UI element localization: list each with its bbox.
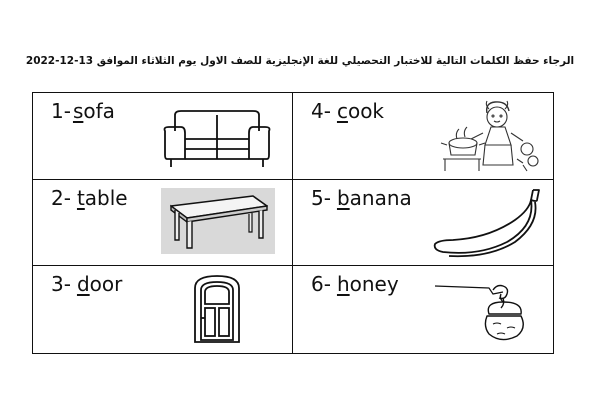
word-cell-banana (293, 180, 553, 267)
word-label (51, 272, 122, 296)
word-first-letter: h (336, 272, 350, 297)
word-rest: oor (89, 272, 123, 297)
word-label (51, 186, 128, 210)
word-number: 3- (51, 272, 71, 297)
word-number: 6- (311, 272, 331, 297)
word-rest: ofa (83, 99, 115, 123)
word-number: 4- (311, 99, 331, 123)
word-rest: anana (349, 185, 412, 210)
word-first-letter: d (76, 272, 90, 297)
sofa-icon (161, 109, 273, 171)
word-cell-cook (293, 93, 553, 180)
word-label (311, 99, 384, 123)
word-first-letter: b (336, 185, 350, 210)
word-number: 2- (51, 185, 71, 210)
word-cell-honey (293, 266, 553, 353)
word-cell-table (33, 180, 293, 267)
table-icon (161, 188, 275, 254)
word-rest: oney (349, 272, 399, 297)
vocabulary-table (32, 92, 554, 354)
honey-icon (433, 272, 543, 348)
word-label (51, 99, 115, 123)
cook-icon (433, 99, 543, 175)
page-title: الرجاء حفظ الكلمات التالية للاختبار التحصيلي للغة الإنجليزية للصف الاول يوم الثلاثاء الموافق 13-12-2022 (25, 55, 575, 67)
word-rest: ook (347, 99, 385, 123)
word-first-letter: c (336, 99, 348, 123)
word-first-letter: s (72, 99, 84, 123)
word-label (311, 272, 399, 296)
word-first-letter: t (76, 185, 85, 210)
word-cell-sofa (33, 93, 293, 180)
door-icon (193, 274, 241, 344)
word-label (311, 186, 412, 210)
word-number: 1- (51, 99, 71, 123)
word-number: 5- (311, 185, 331, 210)
word-cell-door (33, 266, 293, 353)
word-rest: able (84, 185, 128, 210)
banana-icon (429, 186, 545, 262)
